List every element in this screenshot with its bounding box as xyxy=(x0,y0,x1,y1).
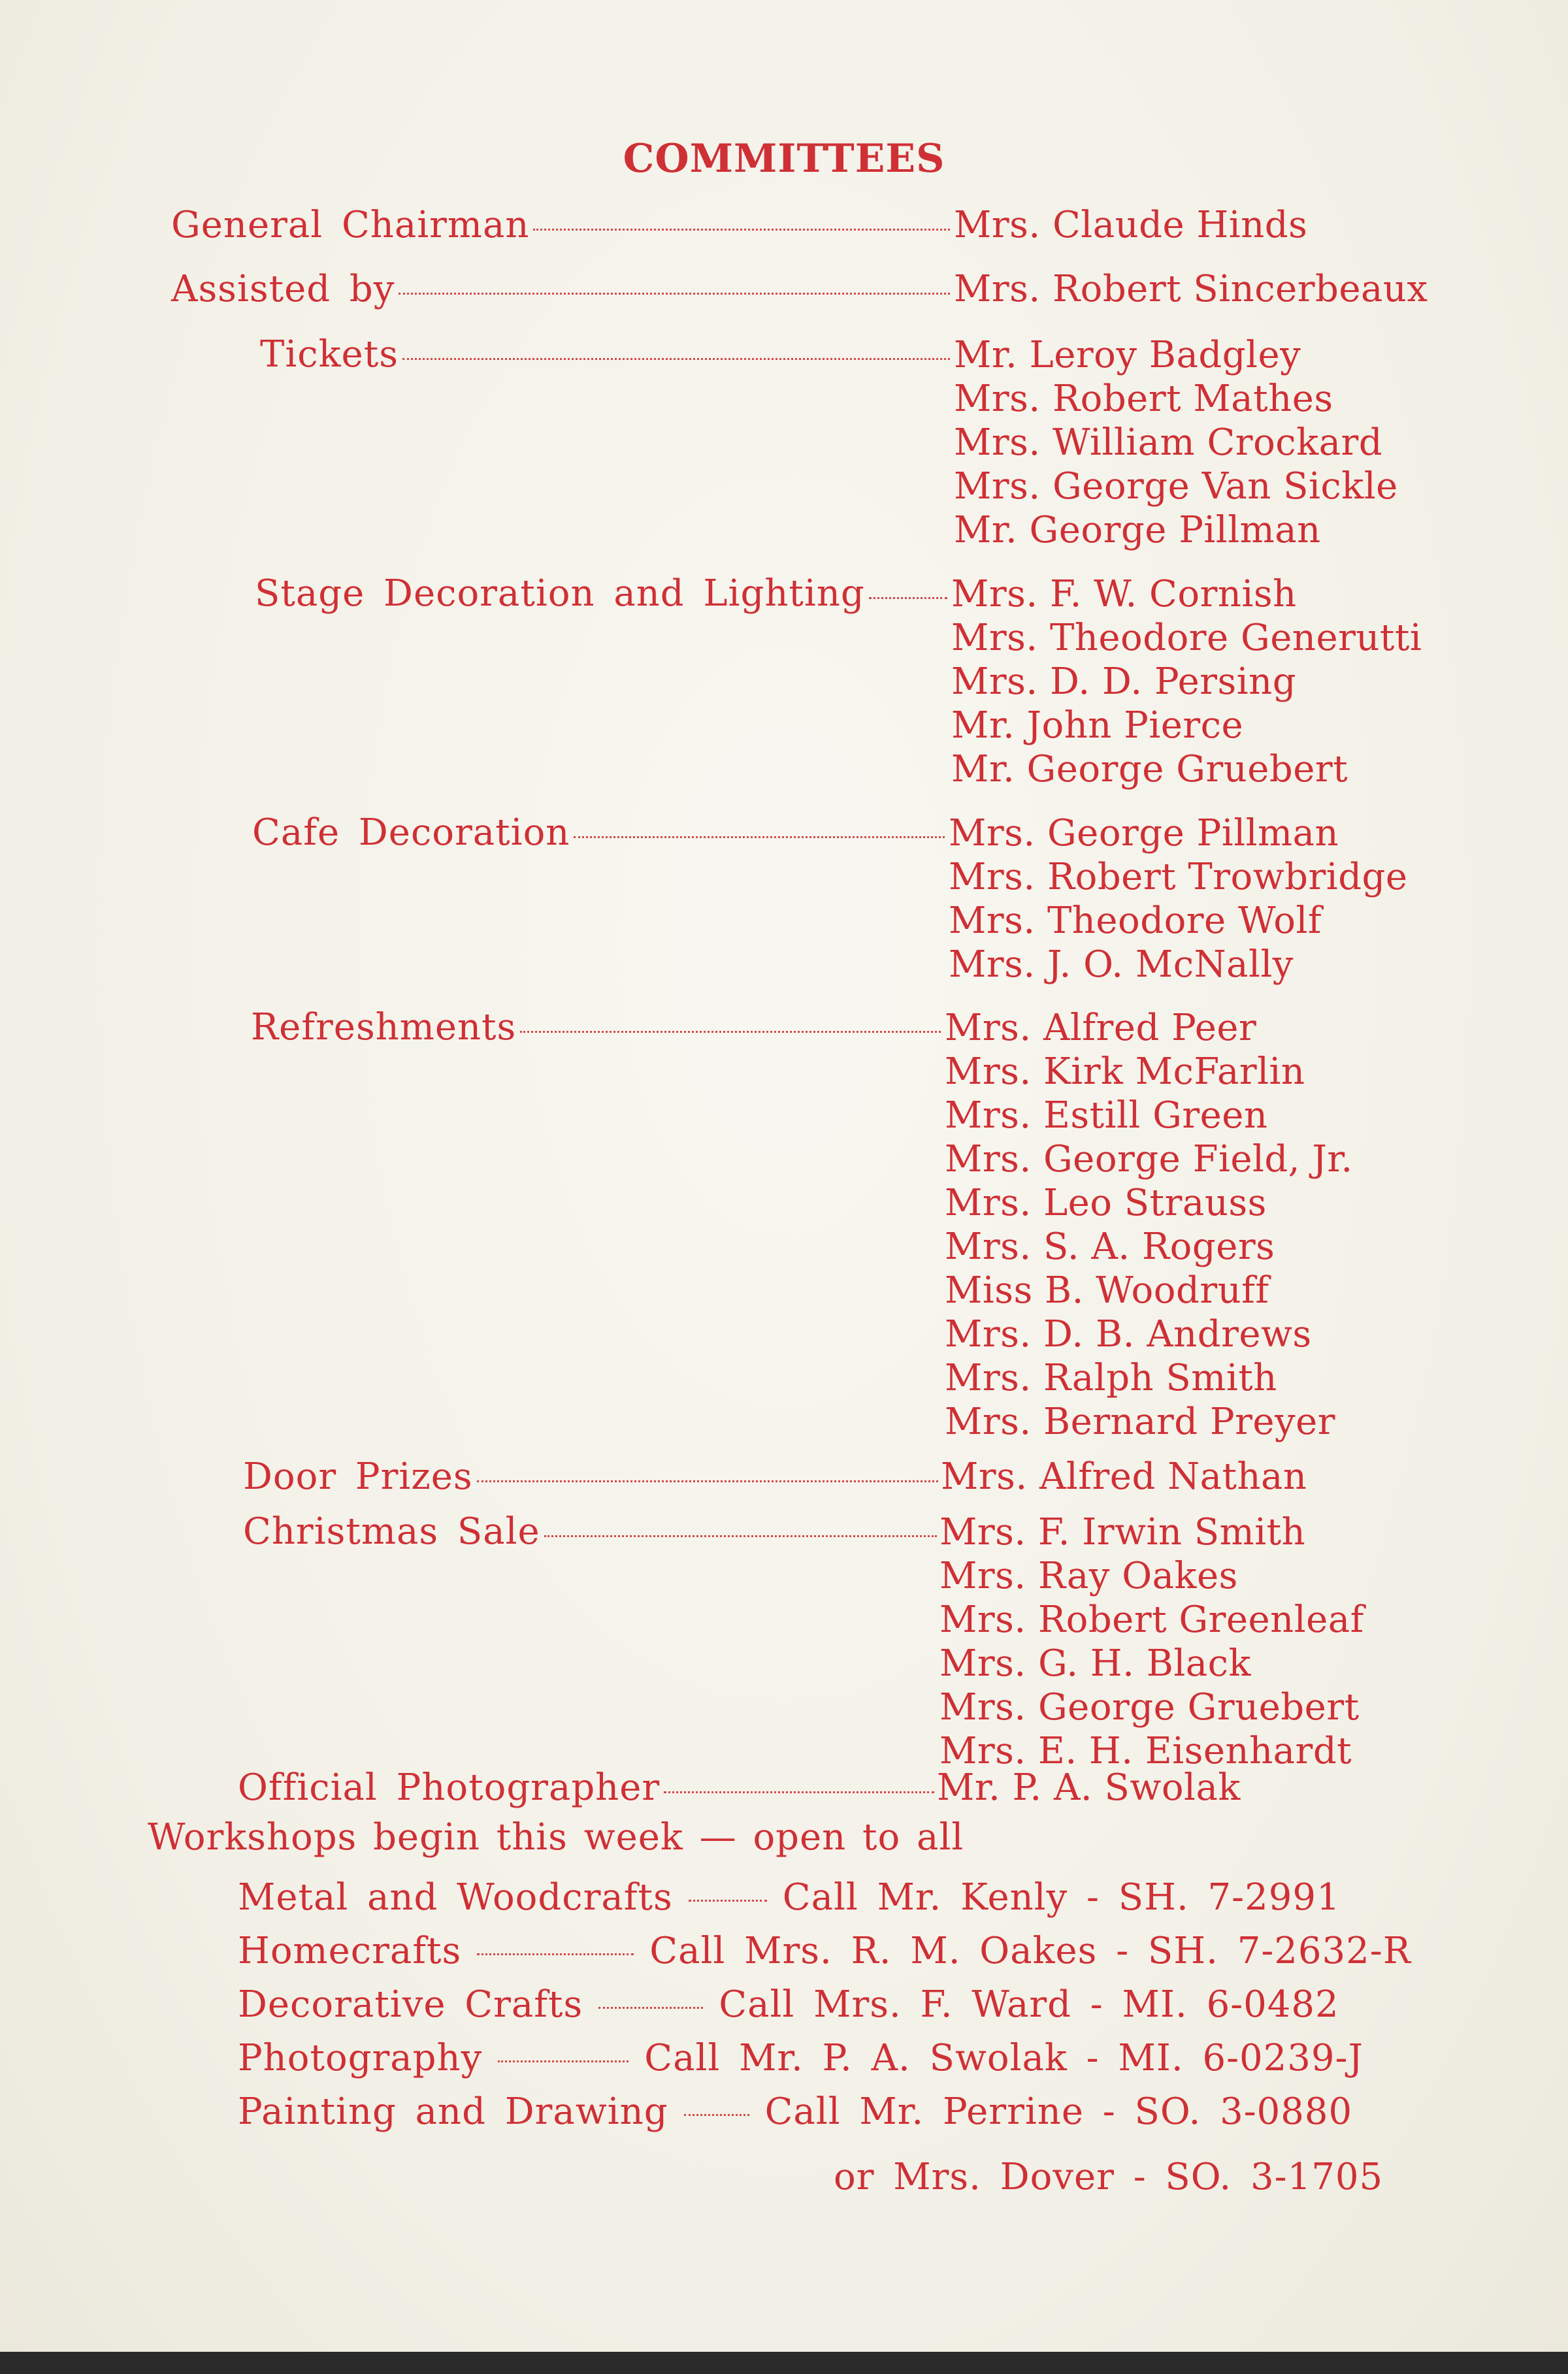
member-name: Mrs. Kirk McFarlin xyxy=(945,1050,1305,1093)
dot-leader xyxy=(533,229,950,231)
member-list-refreshments xyxy=(945,1006,1353,1444)
role-label: Stage Decoration and Lighting xyxy=(255,572,865,615)
workshop-row xyxy=(238,1978,1420,2032)
member-name: Mrs. D. B. Andrews xyxy=(945,1313,1312,1356)
member-name: Mrs. Claude Hinds xyxy=(954,204,1308,246)
member-name: Miss B. Woodruff xyxy=(945,1269,1269,1312)
workshop-contact: Call Mr. P. A. Swolak - MI. 6-0239-J xyxy=(644,2037,1364,2079)
member-name: Mrs. F. W. Cornish xyxy=(951,573,1297,615)
dot-leader xyxy=(402,358,950,360)
committee-door-prizes xyxy=(0,1455,1568,1499)
page-title: COMMITTEES xyxy=(623,136,945,182)
dot-leader xyxy=(664,1791,934,1793)
member-name: Mrs. Theodore Wolf xyxy=(949,900,1322,942)
member-list-christmas-sale xyxy=(939,1510,1364,1773)
member-name: Mrs. E. H. Eisenhardt xyxy=(939,1730,1352,1772)
member-name: Mrs. Robert Mathes xyxy=(954,378,1333,420)
role-label: Tickets xyxy=(260,333,399,376)
workshop-craft: Homecrafts xyxy=(238,1930,462,1972)
role-label: Cafe Decoration xyxy=(252,811,570,854)
member-name: Mrs. George Van Sickle xyxy=(954,465,1398,508)
member-list-tickets xyxy=(954,333,1398,552)
dot-leader xyxy=(684,2114,749,2116)
role-label: General Chairman xyxy=(171,204,530,246)
committee-photographer xyxy=(0,1766,1568,1810)
member-name: Mrs. D. D. Persing xyxy=(951,660,1297,703)
member-name: Mrs. George Field, Jr. xyxy=(945,1138,1353,1180)
dot-leader xyxy=(689,1900,767,1902)
member-name: Mrs. Leo Strauss xyxy=(945,1182,1267,1224)
member-name: Mr. George Pillman xyxy=(954,509,1321,551)
member-list-stage xyxy=(951,572,1422,791)
dot-leader xyxy=(869,597,947,599)
member-name: Mrs. Alfred Peer xyxy=(945,1007,1257,1049)
workshop-extra-contact: or Mrs. Dover - SO. 3-1705 xyxy=(834,2156,1384,2198)
workshop-contact: Call Mrs. F. Ward - MI. 6-0482 xyxy=(719,1983,1339,2026)
dot-leader xyxy=(399,293,950,295)
role-label: Assisted by xyxy=(171,268,395,310)
member-name: Mrs. Robert Trowbridge xyxy=(949,856,1408,898)
dot-leader xyxy=(544,1535,937,1537)
member-name: Mr. George Gruebert xyxy=(951,748,1348,790)
workshop-row xyxy=(238,2032,1420,2085)
workshop-row xyxy=(238,1871,1420,1925)
member-name: Mrs. Alfred Nathan xyxy=(941,1455,1307,1498)
member-name: Mrs. G. H. Black xyxy=(939,1642,1251,1685)
dot-leader xyxy=(574,836,945,838)
scan-edge xyxy=(0,2352,1568,2374)
dot-leader xyxy=(477,1480,938,1482)
role-label: Official Photographer xyxy=(238,1766,661,1809)
member-name: Mrs. Estill Green xyxy=(945,1094,1268,1137)
committee-assisted-by xyxy=(0,268,1568,311)
workshop-contact: Call Mr. Perrine - SO. 3-0880 xyxy=(764,2090,1353,2133)
member-name: Mrs. Robert Greenleaf xyxy=(939,1599,1364,1641)
member-name: Mrs. Ralph Smith xyxy=(945,1357,1277,1399)
workshop-craft: Painting and Drawing xyxy=(238,2090,668,2133)
role-label: Christmas Sale xyxy=(243,1510,540,1553)
workshop-row xyxy=(238,1925,1420,1978)
committee-general-chairman xyxy=(0,204,1568,247)
workshops-heading: Workshops begin this week — open to all xyxy=(148,1816,964,1859)
member-name: Mr. John Pierce xyxy=(951,704,1244,747)
member-name: Mrs. George Gruebert xyxy=(939,1686,1360,1729)
workshop-contact: Call Mrs. R. M. Oakes - SH. 7-2632-R xyxy=(649,1930,1411,1972)
dot-leader xyxy=(498,2060,629,2062)
workshop-contact: Call Mr. Kenly - SH. 7-2991 xyxy=(782,1876,1341,1919)
member-name: Mrs. Bernard Preyer xyxy=(945,1401,1336,1443)
workshop-craft: Decorative Crafts xyxy=(238,1983,583,2026)
workshop-craft: Metal and Woodcrafts xyxy=(238,1876,673,1919)
member-list-cafe xyxy=(949,811,1408,986)
member-name: Mrs. William Crockard xyxy=(954,421,1383,464)
member-name: Mrs. Ray Oakes xyxy=(939,1555,1238,1597)
member-name: Mrs. S. A. Rogers xyxy=(945,1226,1275,1268)
member-name: Mr. Leroy Badgley xyxy=(954,334,1301,376)
workshop-row xyxy=(238,2085,1420,2139)
role-label: Refreshments xyxy=(251,1006,517,1049)
dot-leader xyxy=(598,2007,703,2009)
workshop-craft: Photography xyxy=(238,2037,483,2079)
member-name: Mrs. J. O. McNally xyxy=(949,943,1294,986)
member-name: Mrs. Theodore Generutti xyxy=(951,617,1422,659)
member-name: Mrs. F. Irwin Smith xyxy=(939,1511,1306,1553)
member-name: Mrs. Robert Sincerbeaux xyxy=(954,268,1428,310)
role-label: Door Prizes xyxy=(243,1455,473,1498)
dot-leader xyxy=(477,1953,634,1955)
member-name: Mrs. George Pillman xyxy=(949,812,1339,854)
member-name: Mr. P. A. Swolak xyxy=(937,1766,1241,1809)
dot-leader xyxy=(520,1031,941,1033)
